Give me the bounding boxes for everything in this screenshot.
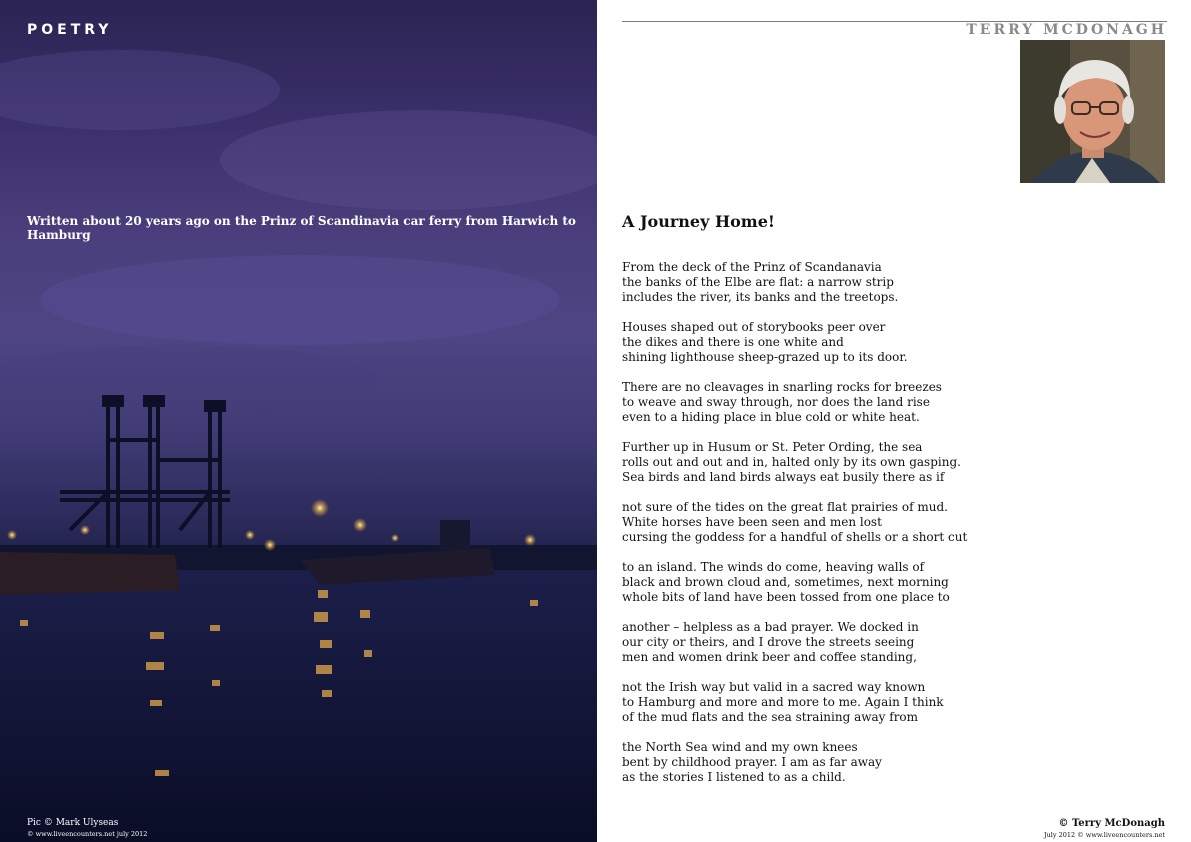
poem-line: not sure of the tides on the great flat prairies of mud. — [622, 500, 948, 514]
poem-line: bent by childhood prayer. I am as far away — [622, 755, 882, 769]
poem-line: the banks of the Elbe are flat: a narrow strip — [622, 275, 894, 289]
author-header: TERRY MCDONAGH — [966, 22, 1167, 38]
stanza — [622, 680, 1022, 725]
poem-line: Houses shaped out of storybooks peer over — [622, 320, 886, 334]
poem-line: black and brown cloud and, sometimes, next morning — [622, 575, 949, 589]
poem-line: to an island. The winds do come, heaving walls of — [622, 560, 925, 574]
stanza — [622, 260, 1022, 305]
poem-line: another – helpless as a bad prayer. We docked in — [622, 620, 919, 634]
stanza — [622, 440, 1022, 485]
poem-line: to weave and sway through, nor does the land rise — [622, 395, 930, 409]
poem-line: There are no cleavages in snarling rocks for breezes — [622, 380, 942, 394]
poem-line: rolls out and out and in, halted only by its own gasping. — [622, 455, 961, 469]
poem-line: not the Irish way but valid in a sacred way known — [622, 680, 926, 694]
poem-line: From the deck of the Prinz of Scandanavia — [622, 260, 882, 274]
author-copyright: © Terry McDonagh — [1058, 818, 1165, 829]
right-footer: July 2012 © www.liveencounters.net — [1043, 831, 1165, 839]
photo-credit: Pic © Mark Ulyseas — [27, 818, 119, 828]
section-label: POETRY — [27, 22, 113, 38]
stanza — [622, 380, 1022, 425]
poem-line: of the mud flats and the sea straining away from — [622, 710, 919, 724]
poem-title: A Journey Home! — [622, 212, 775, 231]
stanza — [622, 620, 1022, 665]
poem-line: our city or theirs, and I drove the streets seeing — [622, 635, 915, 649]
poem-subtitle: Written about 20 years ago on the Prinz of Scandinavia car ferry from Harwich to Hamburg — [27, 214, 576, 242]
poem-line: includes the river, its banks and the treetops. — [622, 290, 899, 304]
stanza — [622, 500, 1022, 545]
stanza — [622, 320, 1022, 365]
poem-line: Sea birds and land birds always eat busily there as if — [622, 470, 945, 484]
poem-line: the dikes and there is one white and — [622, 335, 844, 349]
author-portrait — [1020, 40, 1165, 183]
poem-body — [622, 260, 1022, 800]
poem-line: to Hamburg and more and more to me. Again I think — [622, 695, 944, 709]
poem-line: as the stories I listened to as a child. — [622, 770, 846, 784]
stanza — [622, 560, 1022, 605]
stanza — [622, 740, 1022, 785]
author-portrait-image — [1020, 40, 1165, 183]
poem-line: the North Sea wind and my own knees — [622, 740, 858, 754]
poem-line: men and women drink beer and coffee standing, — [622, 650, 917, 664]
poem-line: shining lighthouse sheep-grazed up to its door. — [622, 350, 908, 364]
poem-line: Further up in Husum or St. Peter Ording, the sea — [622, 440, 923, 454]
left-footer: © www.liveencounters.net july 2012 — [27, 830, 148, 838]
poem-line: White horses have been seen and men lost — [622, 515, 882, 529]
poem-line: cursing the goddess for a handful of shells or a short cut — [622, 530, 968, 544]
poem-line: even to a hiding place in blue cold or white heat. — [622, 410, 920, 424]
poem-line: whole bits of land have been tossed from one place to — [622, 590, 950, 604]
